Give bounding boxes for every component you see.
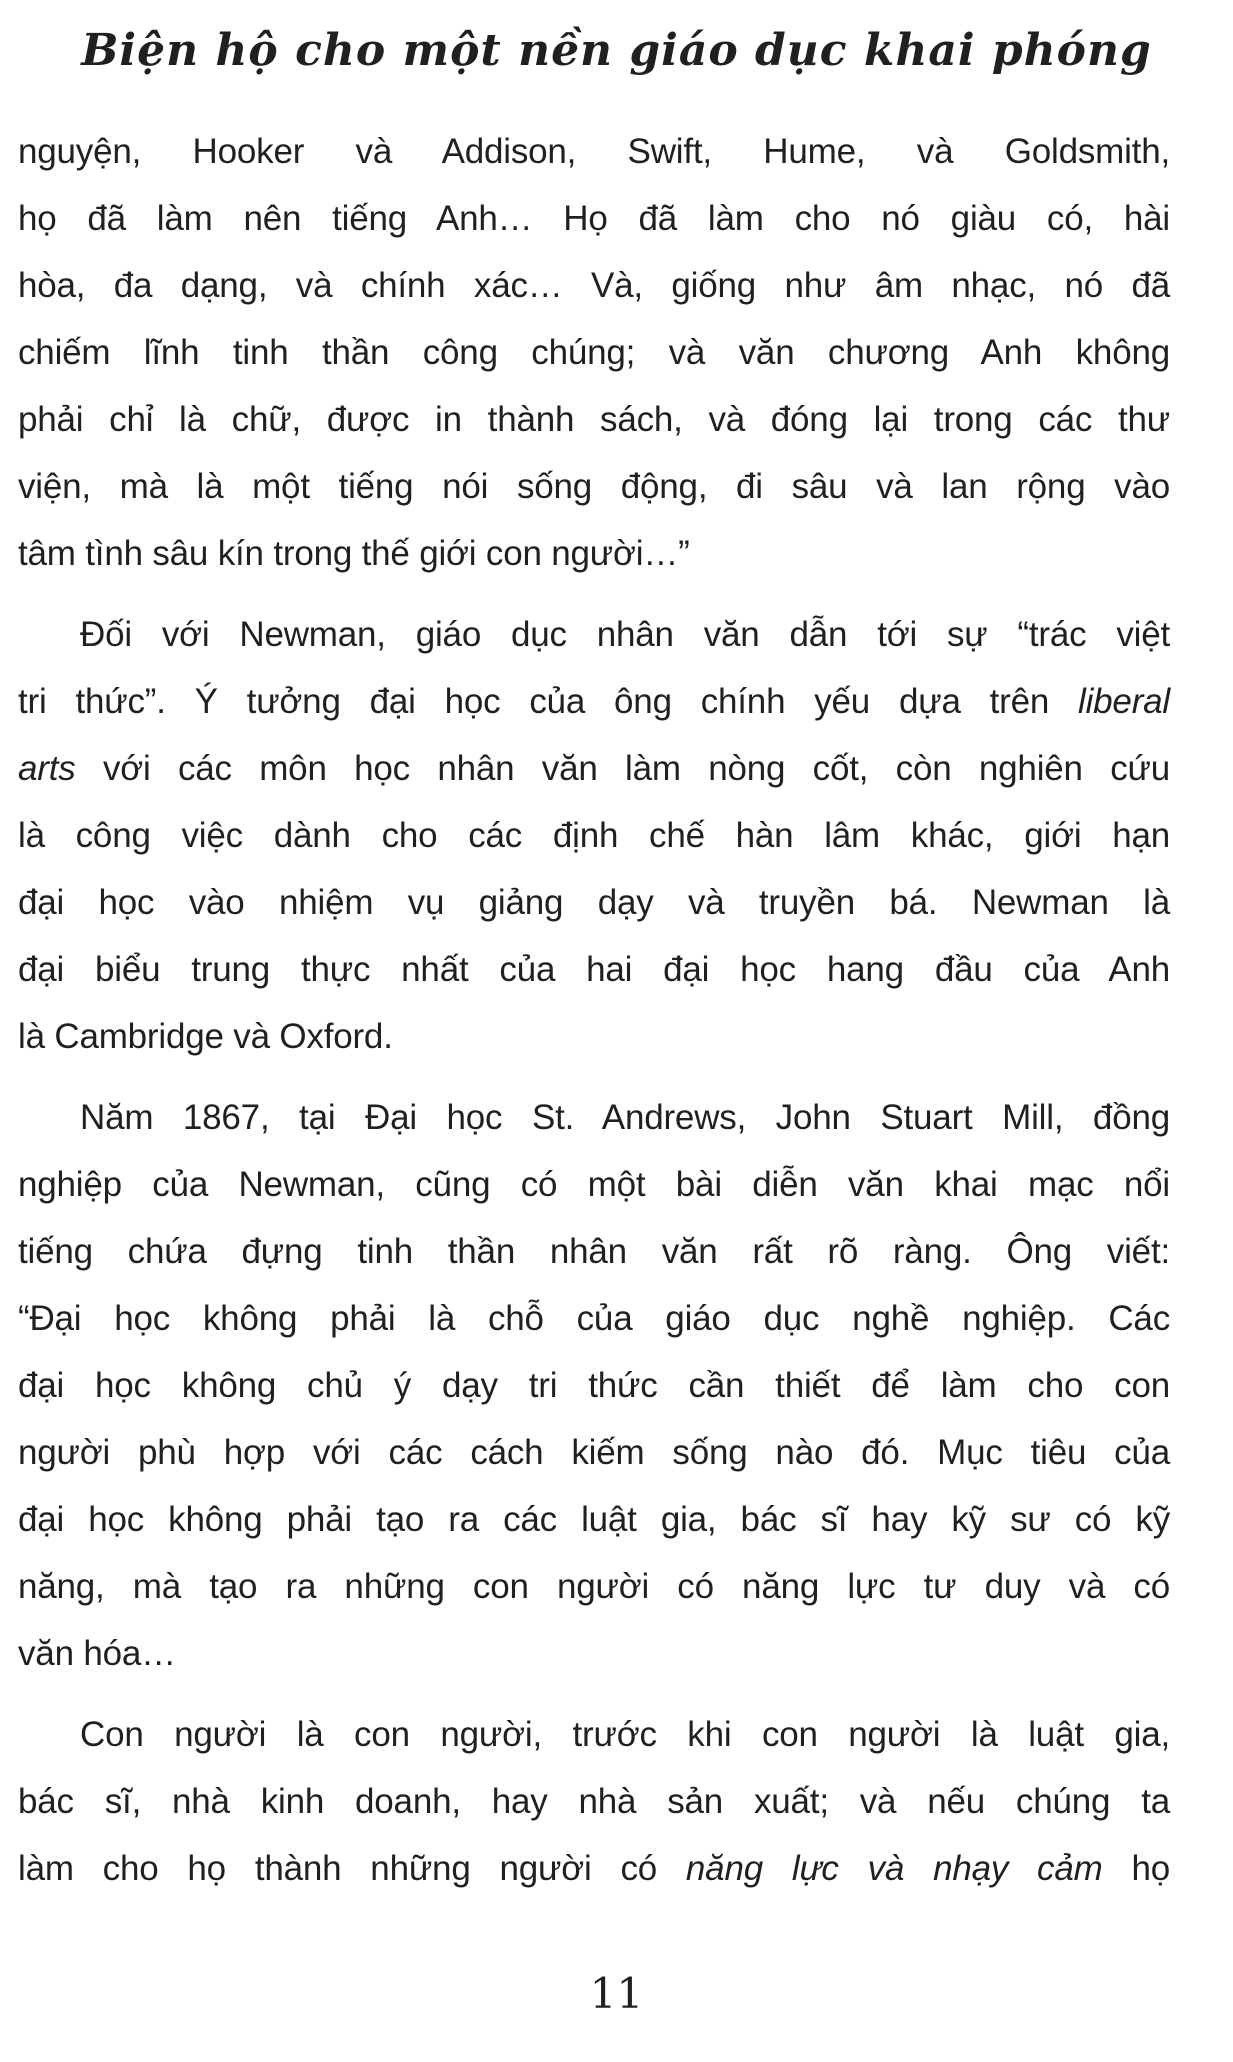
italic-run: năng lực và nhạy cảm (685, 1849, 1103, 1888)
paragraph-2 (18, 601, 1170, 1070)
body-text (18, 118, 1170, 1902)
text-line: Đối với Newman, giáo dục nhân văn dẫn tới sự “trác việt (80, 615, 1170, 654)
text-line: Năm 1867, tại Đại học St. Andrews, John Stuart Mill, đồng (80, 1098, 1170, 1137)
text-line: năng, mà tạo ra những con người có năng lực tư duy và có (18, 1567, 1170, 1606)
text-run: tri thức”. Ý tưởng đại học của ông chính yếu dựa trên (18, 682, 1079, 721)
text-line: tiếng chứa đựng tinh thần nhân văn rất rõ ràng. Ông viết: (18, 1232, 1170, 1271)
text-line (18, 735, 1170, 802)
text-line: nghiệp của Newman, cũng có một bài diễn văn khai mạc nổi (18, 1165, 1170, 1204)
page-number: 11 (589, 1969, 644, 2018)
paragraph-3 (18, 1084, 1170, 1687)
running-header-title: Biện hộ cho một nền giáo dục khai phóng (81, 25, 1152, 76)
italic-run: arts (18, 749, 76, 788)
text-line: đại học vào nhiệm vụ giảng dạy và truyền bá. Newman là (18, 883, 1170, 922)
text-line: hòa, đa dạng, và chính xác… Và, giống như âm nhạc, nó đã (18, 266, 1170, 305)
text-line: bác sĩ, nhà kinh doanh, hay nhà sản xuất; và nếu chúng ta (18, 1782, 1170, 1821)
italic-run: liberal (1078, 682, 1170, 721)
text-line: là Cambridge và Oxford. (18, 1017, 393, 1056)
text-line: đại học không chủ ý dạy tri thức cần thiết để làm cho con (18, 1366, 1170, 1405)
text-line (18, 668, 1170, 735)
text-line: tâm tình sâu kín trong thế giới con người…” (18, 534, 690, 573)
text-line: viện, mà là một tiếng nói sống động, đi sâu và lan rộng vào (18, 467, 1170, 506)
text-run: với các môn học nhân văn làm nòng cốt, còn nghiên cứu (75, 749, 1170, 788)
text-run: họ (1102, 1849, 1171, 1888)
text-line: phải chỉ là chữ, được in thành sách, và đóng lại trong các thư (18, 400, 1170, 439)
text-line: nguyện, Hooker và Addison, Swift, Hume, và Goldsmith, (18, 132, 1170, 171)
paragraph-1 (18, 118, 1170, 587)
text-line: “Đại học không phải là chỗ của giáo dục nghề nghiệp. Các (18, 1299, 1170, 1338)
text-line (18, 1835, 1170, 1902)
text-line: Con người là con người, trước khi con người là luật gia, (80, 1715, 1170, 1754)
paragraph-4 (18, 1701, 1170, 1902)
text-line: là công việc dành cho các định chế hàn lâm khác, giới hạn (18, 816, 1170, 855)
text-line: đại học không phải tạo ra các luật gia, bác sĩ hay kỹ sư có kỹ (18, 1500, 1170, 1539)
text-run: làm cho họ thành những người có (18, 1849, 686, 1888)
text-line: chiếm lĩnh tinh thần công chúng; và văn chương Anh không (18, 333, 1170, 372)
text-line: họ đã làm nên tiếng Anh… Họ đã làm cho nó giàu có, hài (18, 199, 1170, 238)
text-line: đại biểu trung thực nhất của hai đại học hang đầu của Anh (18, 950, 1170, 989)
text-line: người phù hợp với các cách kiếm sống nào đó. Mục tiêu của (18, 1433, 1170, 1472)
text-line: văn hóa… (18, 1634, 176, 1673)
